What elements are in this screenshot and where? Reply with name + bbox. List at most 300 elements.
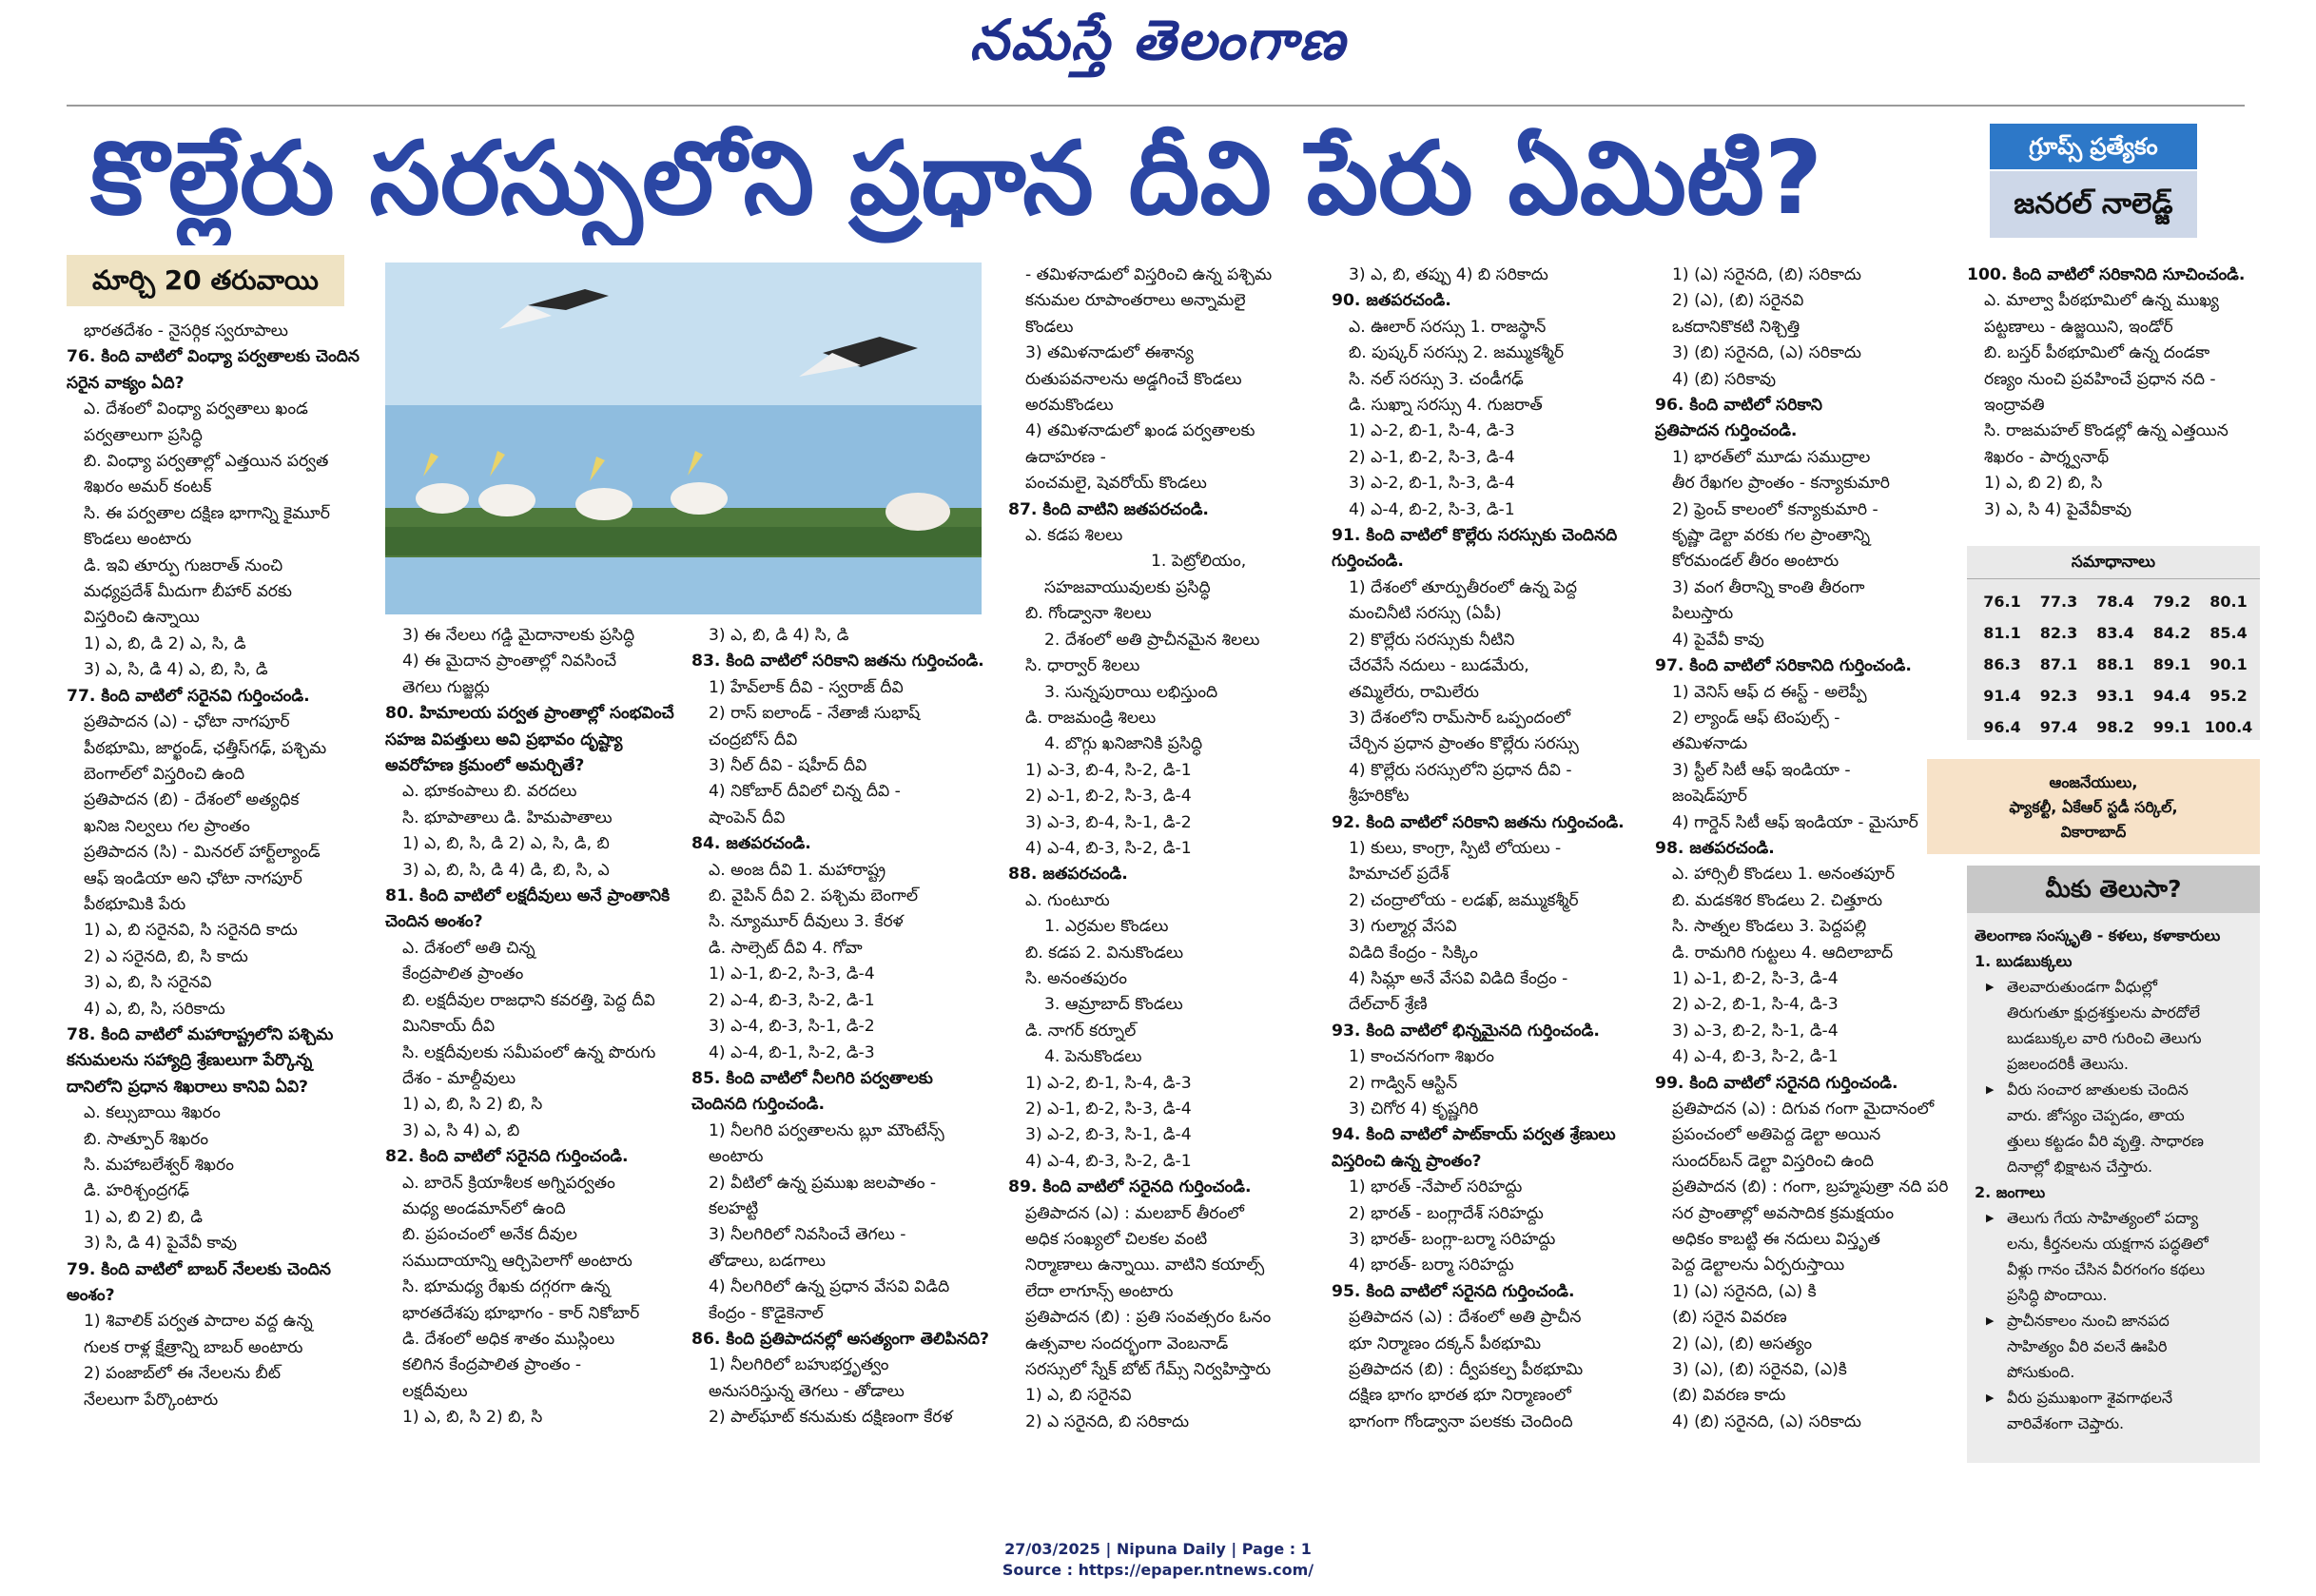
text-line: 2) (ఎ), (బి) సరైనవి	[1672, 291, 1804, 311]
know-line: వారివేశంగా చెప్తారు.	[2007, 1414, 2125, 1432]
text-line: ఆఫ్ ఇండియా అని ఛోటా నాగపూర్	[84, 868, 302, 888]
text-line: సి. అనంతపురం	[1025, 968, 1127, 988]
question-line: అవరోహణ క్రమంలో అమర్చితే?	[385, 756, 585, 776]
text-line: 2) ఎ-2, బి-1, సి-4, డి-3	[1672, 995, 1839, 1015]
text-line: సి. మహాబలేశ్వర్ శిఖరం	[84, 1156, 234, 1175]
text-line: 3) స్టీల్ సిటీ ఆఫ్ ఇండియా -	[1672, 760, 1851, 780]
text-line: 1) ఎ, బి, డి 2) ఎ, సి, డి	[84, 633, 246, 653]
text-line: పిలుస్తారు	[1672, 604, 1734, 624]
text-line: కేంద్రం - కొడైకెనాల్	[709, 1303, 824, 1323]
text-line: ఖనిజ నిల్వలు గల ప్రాంతం	[84, 816, 250, 836]
know-line: ప్రసిద్ధి పొందాయి.	[2007, 1286, 2108, 1304]
question-line: 94. కింది వాటిలో పాట్‌కాయ్ పర్వత శ్రేణులు	[1332, 1125, 1616, 1145]
text-line: 4) నికోబార్ దీవిలో చిన్న దీవి -	[709, 782, 901, 802]
text-line: 3) ఎ, బి, సి, డి 4) డి, బి, సి, ఎ	[402, 860, 610, 880]
text-line: 3) ఎ, సి 4) ఎ, బి	[402, 1120, 520, 1140]
text-line: బి. వింధ్యా పర్వతాల్లో ఎత్తయిన పర్వత	[84, 452, 329, 472]
text-line: 4) (బి) సరైనది, (ఎ) సరికాదు	[1672, 1411, 1861, 1431]
text-line: మినికాయ్ దీవి	[402, 1017, 496, 1037]
answer-value: 92.3	[2039, 687, 2078, 705]
text-line: 1. పెట్రోలియం,	[1151, 552, 1247, 572]
text-line: ఎ. కడప శిలలు	[1025, 526, 1123, 546]
text-line: లక్షదీవులు	[402, 1381, 468, 1401]
continuation-tag: మార్చి 20 తరువాయి	[67, 255, 344, 306]
text-line: డి. ఇవి తూర్పు గుజరాత్ నుంచి	[84, 555, 283, 575]
answer-value: 99.1	[2152, 718, 2191, 736]
text-line: డి. దేశంలో అధిక శాతం ముస్లింలు	[402, 1329, 615, 1349]
text-line: పర్వతాలుగా ప్రసిద్ధి	[84, 425, 203, 445]
text-line: డి. నాగర్ కర్నూల్	[1025, 1021, 1137, 1041]
text-line: 3) ఎ, బి, డి 4) సి, డి	[709, 626, 849, 645]
text-line: డి. హరిశ్చంద్రగఢ్	[84, 1181, 189, 1201]
question-line: 98. జతపరచండి.	[1655, 838, 1775, 858]
know-line: ▶ ప్రాచీనకాలం నుంచి జానపద	[1975, 1308, 2252, 1333]
text-line: కొండలు అంటారు	[84, 530, 192, 550]
text-line: (బి) సరైన వివరణ	[1672, 1308, 1787, 1328]
text-line: 2) ఫ్రెంచ్ కాలంలో కన్యాకుమారి -	[1672, 499, 1878, 519]
know-line: దినాల్లో భిక్షాటన చేస్తారు.	[2007, 1158, 2153, 1176]
text-line: 3) నీల్ దీవి - షహీద్ దీవి	[709, 756, 867, 776]
question-line: 99. కింది వాటిలో సరైనది గుర్తించండి.	[1655, 1073, 1898, 1093]
text-line: 4) ఎ-4, బి-3, సి-2, డి-1	[1672, 1047, 1839, 1067]
text-line: రణ్యం నుంచి ప్రవహించే ప్రధాన నది -	[1984, 369, 2216, 389]
text-line: 2) భారత్ - బంగ్లాదేశ్ సరిహద్దు	[1349, 1203, 1544, 1223]
text-line: సి. లక్షదీవులకు సమీపంలో ఉన్న పొరుగు	[402, 1042, 656, 1062]
question-line: 77. కింది వాటిలో సరైనవి గుర్తించండి.	[67, 686, 310, 706]
answer-value: 97.4	[2039, 718, 2078, 736]
text-line: దక్షిణ భాగం భారత భూ నిర్మాణంలో	[1349, 1386, 1571, 1406]
text-line: బి. గోండ్వానా శిలలు	[1025, 604, 1152, 624]
text-line: 1) (ఎ) సరైనది, (బి) సరికాదు	[1672, 265, 1861, 284]
text-line: 3) ఎ, సి 4) పైవేవీకావు	[1984, 499, 2132, 519]
text-line: పట్టణాలు - ఉజ్జయిని, ఇండోర్	[1984, 317, 2173, 337]
text-line: 3) ఎ-2, బి-3, సి-1, డి-4	[1025, 1125, 1192, 1145]
text-line: బి. సాత్పూర్ శిఖరం	[84, 1129, 209, 1149]
know-line: తిరుగుతూ క్షుద్రశక్తులను పారదోలే	[2007, 1003, 2200, 1022]
text-line: అరమకొండలు	[1025, 396, 1114, 416]
answers-box	[1967, 546, 2260, 740]
text-line: ఎ. కల్సుబాయి శిఖరం	[84, 1103, 221, 1123]
question-line: 82. కింది వాటిలో సరైనది గుర్తించండి.	[385, 1147, 629, 1167]
know-line: ▶ వీరు ప్రముఖంగా శైవగాథలనే	[1975, 1385, 2252, 1411]
page-footer	[0, 1539, 2316, 1581]
text-line: 1) ఎ, బి, సి 2) బి, సి	[402, 1408, 543, 1428]
birds-lake-photo	[385, 263, 982, 614]
answer-value: 78.4	[2096, 593, 2134, 611]
text-line: 2) ఎ సరైనది, బి సరికాదు	[1025, 1411, 1190, 1431]
text-line: 1) ఎ-1, బి-2, సి-3, డి-4	[1672, 968, 1839, 988]
answer-value: 82.3	[2039, 624, 2078, 642]
question-line: 92. కింది వాటిలో సరికాని జతను గుర్తించండి.	[1332, 812, 1625, 832]
text-line: బి. లక్షదీవుల రాజధాని కవరత్తి, పెద్ద దీవి	[402, 990, 655, 1010]
did-you-know-body	[1975, 923, 2252, 1436]
text-line: 4. బొగ్గు ఖనిజానికి ప్రసిద్ధి	[1044, 734, 1203, 754]
text-line: బి. పుష్కర్ సరస్సు 2. జమ్ముకశ్మీర్	[1349, 343, 1565, 363]
text-line: గులక రాళ్ల క్షేత్రాన్ని బాబర్ అంటారు	[84, 1337, 303, 1357]
answers-title: సమాధానాలు	[1967, 546, 2260, 579]
know-line: బుడబుక్కల వారి గురించి తెలుగు	[2007, 1029, 2202, 1047]
answer-value: 85.4	[2209, 624, 2248, 642]
answers-row	[1976, 680, 2254, 711]
text-line: 1) నీలగిరిలో బహుభర్తృత్వం	[709, 1355, 889, 1375]
text-column-7	[1967, 263, 2262, 529]
text-column-2	[385, 623, 680, 1441]
text-line: (బి) వివరణ కాదు	[1672, 1386, 1786, 1406]
text-line: 3) ఎ, బి, సి సరైనవి	[84, 973, 212, 993]
text-line: 3) ఎ-4, బి-3, సి-1, డి-2	[709, 1017, 875, 1037]
answer-value: 87.1	[2039, 655, 2078, 673]
answers-row	[1976, 649, 2254, 680]
text-line: ఎ. భూకంపాలు బి. వరదలు	[402, 782, 577, 802]
know-line: త్తులు కట్టడం వీరి వృత్తి. సాధారణ	[2007, 1132, 2204, 1150]
text-line: పీఠభూమికి పేరు	[84, 894, 186, 914]
text-line: 3) ఎ-3, బి-4, సి-1, డి-2	[1025, 812, 1192, 832]
text-line: సహజవాయువులకు ప్రసిద్ధి	[1044, 577, 1211, 597]
footer-source: Source : https://epaper.ntnews.com/	[1002, 1561, 1314, 1579]
answer-value: 91.4	[1983, 687, 2021, 705]
text-line: అధిక సంఖ్యలో చిలకల వంటి	[1025, 1230, 1208, 1250]
text-line: కలహట్టి	[709, 1198, 759, 1218]
answers-grid	[1976, 586, 2254, 743]
know-line: ▶ వీరు సంచార జాతులకు చెందిన	[1975, 1077, 2252, 1102]
text-line: 3) ఎ-3, బి-2, సి-1, డి-4	[1672, 1021, 1839, 1041]
text-line: 1) ఎ, బి, సి 2) బి, సి	[402, 1095, 543, 1115]
text-line: సరస్సులో స్నేక్ బోట్ గేమ్స్ నిర్వహిస్తారు	[1025, 1360, 1272, 1380]
text-line: 4) కొల్లేరు సరస్సులోని ప్రధాన దీవి -	[1349, 760, 1572, 780]
answer-value: 93.1	[2096, 687, 2134, 705]
answer-value: 98.2	[2096, 718, 2134, 736]
text-line: 1) ఎ-3, బి-4, సి-2, డి-1	[1025, 760, 1192, 780]
answer-value: 95.2	[2209, 687, 2248, 705]
text-line: బి. మడకశిర కొండలు 2. చిత్తూరు	[1672, 890, 1883, 910]
text-line: 4) ఎ-4, బి-1, సి-2, డి-3	[709, 1042, 875, 1062]
know-line: పోసుకుంది.	[2007, 1363, 2075, 1381]
text-line: 1) భారత్ -నేపాల్ సరిహద్దు	[1349, 1178, 1523, 1197]
text-line: సుందర్‌బన్ డెల్టా విస్తరించి ఉంది	[1672, 1151, 1875, 1171]
text-line: 2) రాస్ ఐలాండ్ - నేతాజీ సుభాష్	[709, 704, 921, 724]
text-line: ప్రతిపాదన (ఎ) - ఛోటా నాగపూర్	[84, 712, 290, 732]
text-line: కృష్ణా డెల్టా వరకు గల ప్రాంతాన్ని	[1672, 526, 1871, 546]
text-line: దేల్‌చార్ శ్రేణి	[1349, 995, 1428, 1015]
text-line: 2) పాల్‌ఘాట్ కనుమకు దక్షిణంగా కేరళ	[709, 1408, 953, 1428]
text-line: ఉత్సవాల సందర్భంగా వెంబనాడ్	[1025, 1333, 1229, 1353]
question-line: 96. కింది వాటిలో సరికాని	[1655, 396, 1822, 416]
question-line: 84. జతపరచండి.	[691, 834, 811, 854]
section-tag-general-knowledge: జనరల్ నాలెడ్జ్	[1990, 171, 2197, 238]
know-line: ▶ తెలుగు గేయ సాహిత్యంలో పద్యా	[1975, 1205, 2252, 1231]
text-line: అధికం కాబట్టి ఈ నదులు విస్తృత	[1672, 1230, 1880, 1250]
text-line: 4) గార్డెన్ సిటీ ఆఫ్ ఇండియా - మైసూర్	[1672, 812, 1918, 832]
text-line: డి. రాజమండ్రి శిలలు	[1025, 708, 1157, 728]
text-line: తెగలు గుజ్జర్లు	[402, 677, 490, 697]
question-line: 90. జతపరచండి.	[1332, 291, 1451, 311]
question-line: 95. కింది వాటిలో సరైనది గుర్తించండి.	[1332, 1281, 1575, 1301]
question-line: గుర్తించండి.	[1332, 552, 1404, 572]
question-line: 80. హిమాలయ పర్వత ప్రాంతాల్లో సంభవించే	[385, 704, 674, 724]
question-line: విస్తరించి ఉన్న ప్రాంతం?	[1332, 1151, 1482, 1171]
text-line: చేరవేసే నదులు - బుడమేరు,	[1349, 656, 1529, 676]
question-line: 89. కింది వాటిలో సరైనది గుర్తించండి.	[1008, 1178, 1252, 1197]
text-line: 1) నీలగిరి పర్వతాలను బ్లూ మౌంటేన్స్	[709, 1120, 944, 1140]
text-line: ఎ. గుంటూరు	[1025, 890, 1110, 910]
text-line: పెద్ద డెల్టాలను ఏర్పరుస్తాయి	[1672, 1255, 1845, 1275]
text-line: 3) ఎ, బి, తప్పు 4) బి సరికాదు	[1349, 265, 1548, 284]
text-line: 3. ఆమ్రాబాద్ కొండలు	[1044, 995, 1183, 1015]
text-line: ప్రతిపాదన (బి) : ద్వీపకల్ప పీఠభూమి	[1349, 1360, 1584, 1380]
text-line: ప్రతిపాదన (ఎ) : దేశంలో అతి ప్రాచీన	[1349, 1308, 1582, 1328]
text-line: 2) వీటిలో ఉన్న ప్రముఖ జలపాతం -	[709, 1173, 937, 1193]
text-line: తమిళనాడు	[1672, 734, 1748, 754]
text-line: సముదాయాన్ని ఆర్చిపెలాగో అంటారు	[402, 1251, 633, 1271]
text-line: షాంపెన్ దీవి	[709, 808, 786, 827]
question-line: 88. జతపరచండి.	[1008, 865, 1128, 885]
text-line: ప్రతిపాదన (ఎ) : దిగువ గంగా మైదానంలో	[1672, 1100, 1935, 1119]
answers-row	[1976, 617, 2254, 649]
author-credit	[1927, 759, 2260, 854]
text-line: 3) తమిళనాడులో ఈశాన్య	[1025, 343, 1194, 363]
text-line: 2) ఎ-4, బి-3, సి-2, డి-1	[709, 990, 875, 1010]
text-line: డి. రామగిరి గుట్టలు 4. ఆదిలాబాద్	[1672, 943, 1894, 963]
text-line: ఎ. దేశంలో అతి చిన్న	[402, 938, 535, 958]
answer-value: 90.1	[2209, 655, 2248, 673]
text-line: లేదా లాగూన్స్ అంటారు	[1025, 1281, 1174, 1301]
text-line: 1) (ఎ) సరైనది, (ఎ) కి	[1672, 1281, 1817, 1301]
text-line: 1) ఎ, బి, సి, డి 2) ఎ, సి, డి, బి	[402, 834, 610, 854]
text-line: విస్తరించి ఉన్నాయి	[84, 608, 200, 628]
text-line: 2) కొల్లేరు సరస్సుకు నీటిని	[1349, 630, 1515, 650]
text-line: ప్రతిపాదన (సి) - మినరల్ హార్ట్‌ల్యాండ్	[84, 843, 321, 863]
know-heading: 1. బుడబుక్కలు	[1975, 952, 2073, 970]
text-line: - తమిళనాడులో విస్తరించి ఉన్న పశ్చిమ	[1025, 265, 1273, 284]
text-line: ఎ. బారెన్ క్రియాశీలక అగ్నిపర్వతం	[402, 1173, 615, 1193]
text-line: 1) కాంచనగంగా శిఖరం	[1349, 1047, 1495, 1067]
text-line: 4) ఎ-4, బి-3, సి-2, డి-1	[1025, 838, 1192, 858]
question-line: 83. కింది వాటిలో సరికాని జతను గుర్తించండి.	[691, 652, 984, 671]
did-you-know-title: మీకు తెలుసా?	[1967, 866, 2260, 913]
answer-value: 96.4	[1983, 718, 2021, 736]
text-line: మధ్య అండమాన్‌లో ఉంది	[402, 1198, 566, 1218]
text-line: బి. ప్రపంచంలో అనేక దీవుల	[402, 1225, 577, 1245]
text-line: 1) దేశంలో తూర్పుతీరంలో ఉన్న పెద్ద	[1349, 577, 1577, 597]
text-line: 3) గుల్మార్గ వేసవి	[1349, 917, 1457, 937]
text-line: 1) ఎ-1, బి-2, సి-3, డి-4	[709, 964, 875, 984]
question-line: 97. కింది వాటిలో సరికానిది గుర్తించండి.	[1655, 656, 1912, 676]
text-line: భూ నిర్మాణం దక్కన్ పీఠభూమి	[1349, 1333, 1542, 1353]
text-line: 4) నీలగిరిలో ఉన్న ప్రధాన వేసవి విడిది	[709, 1277, 950, 1297]
question-line: కనుమలను సహ్యాద్రి శ్రేణులుగా పేర్కొన్న	[67, 1051, 313, 1071]
text-line: పీఠభూమి, జార్ఖండ్, ఛత్తీస్‌గఢ్, పశ్చిమ	[84, 738, 327, 758]
text-line: ప్రపంచంలో అతిపెద్ద డెల్టా అయిన	[1672, 1125, 1881, 1145]
text-line: ఎ. అంజ దీవి 1. మహారాష్ట్ర	[709, 860, 886, 880]
text-line: 1) శివాలిక్ పర్వత పాదాల వద్ద ఉన్న	[84, 1312, 313, 1332]
text-line: చేర్చిన ప్రధాన ప్రాంతం కొల్లేరు సరస్సు	[1349, 734, 1579, 754]
question-line: సరైన వాక్యం ఏది?	[67, 373, 185, 393]
text-line: 3) ఎ-2, బి-1, సి-3, డి-4	[1349, 474, 1515, 494]
text-line: 3) దేశంలోని రామ్‌సార్ ఒప్పందంలో	[1349, 708, 1571, 728]
text-line: ఎ. హార్సిలీ కొండలు 1. అనంతపూర్	[1672, 865, 1896, 885]
text-line: 2) ఎ సరైనది, బి, సి కాదు	[84, 946, 248, 966]
text-line: 4. పెనుకొండలు	[1044, 1047, 1142, 1067]
answer-value: 79.2	[2152, 593, 2191, 611]
text-line: 4) ఎ-4, బి-3, సి-2, డి-1	[1025, 1151, 1192, 1171]
know-line: ప్రజలందరికీ తెలుసు.	[2007, 1055, 2129, 1073]
text-line: ఎ. దేశంలో వింధ్యా పర్వతాలు ఖండ	[84, 399, 308, 419]
text-line: 1) భారత్‌లో మూడు సముద్రాల	[1672, 447, 1871, 467]
author-role: ఫ్యాకల్టీ, ఏకేఆర్ స్టడీ సర్కిల్,	[2009, 798, 2178, 816]
text-line: మంచినీటి సరస్సు (ఏపీ)	[1349, 604, 1502, 624]
question-line: 91. కింది వాటిలో కొల్లేరు సరస్సుకు చెందినది	[1332, 526, 1618, 546]
text-line: సి. ఈ పర్వతాల దక్షిణ భాగాన్ని కైమూర్	[84, 503, 330, 523]
answer-value: 88.1	[2096, 655, 2134, 673]
answer-value: 86.3	[1983, 655, 2021, 673]
text-line: బి. బస్తర్ పీఠభూమిలో ఉన్న దండకా	[1984, 343, 2210, 363]
know-heading: 2. జంగాలు	[1975, 1183, 2046, 1201]
masthead-logo: నమస్తే తెలంగాణ	[969, 8, 1347, 72]
text-line: 3) నీలగిరిలో నివసించే తెగలు -	[709, 1225, 906, 1245]
text-line: డి. సాల్సెట్ దీవి 4. గోవా	[709, 938, 863, 958]
question-line: చెందినది గుర్తించండి.	[691, 1095, 825, 1115]
text-line: కోరమండల్ తీరం అంటారు	[1672, 552, 1839, 572]
text-line: 2) ఎ-1, బి-2, సి-3, డి-4	[1025, 787, 1192, 807]
text-column-1	[67, 319, 371, 1441]
text-line: ప్రతిపాదన (బి) - దేశంలో అత్యధిక	[84, 790, 300, 810]
text-line: 2) ఎ-1, బి-2, సి-3, డి-4	[1025, 1100, 1192, 1119]
question-line: 79. కింది వాటిలో బాబర్ నేలలకు చెందిన	[67, 1259, 331, 1279]
footer-edition: 27/03/2025 | Nipuna Daily | Page : 1	[1004, 1540, 1312, 1558]
text-line: కలిగిన కేంద్రపాలిత ప్రాంతం -	[402, 1355, 582, 1375]
text-line: 2) ల్యాండ్ ఆఫ్ టెంపుల్స్ -	[1672, 708, 1840, 728]
question-line: 86. కింది ప్రతిపాదనల్లో అసత్యంగా తెలిపినది?	[691, 1329, 989, 1349]
text-line: విడిది కేంద్రం - సిక్కిం	[1349, 943, 1478, 963]
answer-value: 80.1	[2209, 593, 2248, 611]
know-line: ▶ తెలవారుతుండగా వీధుల్లో	[1975, 974, 2252, 1000]
text-line: ప్రతిపాదన (బి) : ప్రతి సంవత్సరం ఓనం	[1025, 1308, 1272, 1328]
text-line: సి. నల్ సరస్సు 3. చండీగఢ్	[1349, 369, 1524, 389]
answers-row	[1976, 711, 2254, 743]
know-heading: తెలంగాణ సంస్కృతి - కళలు, కళాకారులు	[1975, 926, 2221, 944]
text-line: అంటారు	[709, 1147, 764, 1167]
text-line: 1) కులు, కాంగ్రా, స్పిటి లోయలు -	[1349, 838, 1562, 858]
text-line: 1) వెనిస్ ఆఫ్ ద ఈస్ట్ - అలెప్పీ	[1672, 682, 1867, 702]
text-line: ప్రతిపాదన (బి) : గంగా, బ్రహ్మపుత్రా నది పరి	[1672, 1178, 1949, 1197]
text-line: 4) ఈ మైదాన ప్రాంతాల్లో నివసించే	[402, 652, 617, 671]
text-line: 3. సున్నపురాయి లభిస్తుంది	[1044, 682, 1218, 702]
question-line: అంశం?	[67, 1286, 115, 1306]
answers-row	[1976, 586, 2254, 617]
text-line: 4) పైవేవీ కావు	[1672, 630, 1764, 650]
text-line: 2. దేశంలో అతి ప్రాచీనమైన శిలలు	[1044, 630, 1260, 650]
question-line: దానిలోని ప్రధాన శిఖరాలు కానివి ఏవి?	[67, 1077, 309, 1097]
text-line: 4) సిమ్లా అనే వేసవి విడిది కేంద్రం -	[1349, 968, 1568, 988]
text-line: పంచమలై, షెవరోయ్ కొండలు	[1025, 474, 1207, 494]
text-line: 1) ఎ-2, బి-1, సి-4, డి-3	[1025, 1073, 1192, 1093]
text-line: కనుమల రూపాంతరాలు అన్నామలై	[1025, 291, 1246, 311]
text-line: 4) (బి) సరికావు	[1672, 369, 1777, 389]
know-line: వారు. జోస్యం చెప్పడం, తాయ	[2007, 1106, 2185, 1124]
text-line: 1) ఎ, బి సరైనవి	[1025, 1386, 1132, 1406]
text-line: 1) ఎ, బి సరైనవి, సి సరైనది కాదు	[84, 921, 298, 941]
text-line: శిఖరం - పార్శ్వనాథ్	[1984, 447, 2110, 467]
question-line: 81. కింది వాటిలో లక్షదీవులు అనే ప్రాంతానికి	[385, 886, 671, 906]
text-line: ఒకదానికొకటి నిశ్చిత్తి	[1672, 317, 1800, 337]
text-line: సి. రాజమహల్ కొండల్లో ఉన్న ఎత్తయిన	[1984, 421, 2228, 441]
text-line: బి. కడప 2. వినుకొండలు	[1025, 943, 1184, 963]
text-line: 2) గాడ్విన్ ఆస్టిన్	[1349, 1073, 1458, 1093]
author-name: ఆంజనేయులు,	[2049, 773, 2138, 791]
text-line: 4) ఎ-4, బి-2, సి-3, డి-1	[1349, 499, 1515, 519]
know-line: వీళ్లు గానం చేసిన వీరగంగం కథలు	[2007, 1260, 2206, 1278]
text-line: 3) (బి) సరైనది, (ఎ) సరికాదు	[1672, 343, 1861, 363]
text-line: 3) సి, డి 4) పైవేవీ కావు	[84, 1234, 238, 1254]
text-line: ఇంద్రావతి	[1984, 396, 2045, 416]
text-line: అనుసరిస్తున్న తెగలు - తోడాలు	[709, 1381, 905, 1401]
photo-illustration	[385, 263, 982, 614]
text-line: 3) చిగోర 4) కృష్ణగిరి	[1349, 1100, 1479, 1119]
text-line: 2) (ఎ), (బి) అసత్యం	[1672, 1333, 1813, 1353]
text-line: 1) ఎ, బి 2) బి, సి	[1984, 474, 2103, 494]
text-line: బెంగాల్‌లో విస్తరించి ఉంది	[84, 764, 245, 784]
text-line: 2) ఎ-1, బి-2, సి-3, డి-4	[1349, 447, 1515, 467]
text-line: 4) భారత్- బర్మా సరిహద్దు	[1349, 1255, 1514, 1275]
text-line: చంద్రబోస్ దీవి	[709, 730, 798, 749]
text-line: సి. భూమధ్య రేఖకు దగ్గరగా ఉన్న	[402, 1277, 611, 1297]
text-line: తీర రేఖగల ప్రాంతం - కన్యాకుమారి	[1672, 474, 1890, 494]
text-line: ఎ. మాల్వా పీఠభూమిలో ఉన్న ముఖ్య	[1984, 291, 2219, 311]
answer-value: 94.4	[2152, 687, 2191, 705]
answer-value: 84.2	[2152, 624, 2191, 642]
text-line: సి. న్యూమూర్ దీవులు 3. కేరళ	[709, 912, 904, 932]
question-line: 100. కింది వాటిలో సరికానిది సూచించండి.	[1967, 265, 2246, 284]
text-line: 3) ఎ, సి, డి 4) ఎ, బి, సి, డి	[84, 660, 268, 680]
text-line: 1. ఎర్రమల కొండలు	[1044, 917, 1169, 937]
text-line: ప్రతిపాదన (ఎ) : మలబార్ తీరంలో	[1025, 1203, 1244, 1223]
text-line: బి. వైపిన్ దీవి 2. పశ్చిమ బెంగాల్	[709, 886, 919, 906]
answer-value: 89.1	[2152, 655, 2191, 673]
text-line: కొండలు	[1025, 317, 1074, 337]
text-line: రుతుపవనాలను అడ్డగించే కొండలు	[1025, 369, 1242, 389]
text-line: సి. సాత్నల కొండలు 3. పెద్దపల్లి	[1672, 917, 1867, 937]
question-line: 85. కింది వాటిలో నీలగిరి పర్వతాలకు	[691, 1068, 933, 1088]
know-line: లను, కీర్తనలను యక్షగాన పద్ధతిలో	[2007, 1235, 2209, 1253]
question-line: 93. కింది వాటిలో భిన్నమైనది గుర్తించండి.	[1332, 1021, 1600, 1041]
text-line: సి. ధార్వార్ శిలలు	[1025, 656, 1140, 676]
text-line: నేలలుగా పేర్కొంటారు	[84, 1390, 219, 1410]
know-line: సాహిత్యం వీరి వలనే ఊపిరి	[2007, 1337, 2168, 1355]
text-line: జంషెడ్‌పూర్	[1672, 787, 1747, 807]
text-column-3	[691, 623, 996, 1441]
text-line: నిర్మాణాలు ఉన్నాయి. వాటిని కయాల్స్	[1025, 1255, 1265, 1275]
text-line: 4) తమిళనాడులో ఖండ పర్వతాలకు	[1025, 421, 1255, 441]
text-line: మధ్యప్రదేశ్ మీదుగా బీహార్ వరకు	[84, 582, 292, 602]
text-line: దేశం - మాల్దీవులు	[402, 1068, 516, 1088]
text-line: ఎ. ఊలార్ సరస్సు 1. రాజస్థాన్	[1349, 317, 1547, 337]
text-line: భారతదేశపు భూభాగం - కార్ నికోబార్	[402, 1303, 640, 1323]
text-line: 4) ఎ, బి, సి, సరికాదు	[84, 999, 225, 1019]
text-line: 1) హేవ్‌లాక్ దీవి - స్వరాజ్ దీవి	[709, 677, 904, 697]
text-line: తోడాలు, బడగాలు	[709, 1251, 826, 1271]
question-line: ప్రతిపాదన గుర్తించండి.	[1655, 421, 1798, 441]
text-line: 3) (ఎ), (బి) సరైనవి, (ఎ)కి	[1672, 1360, 1847, 1380]
answer-value: 83.4	[2096, 624, 2134, 642]
text-line: శిఖరం అమర్ కంటక్	[84, 477, 212, 497]
page-headline: కొల్లేరు సరస్సులోని ప్రధాన దీవి పేరు ఏమిటి?	[90, 120, 1823, 237]
answer-value: 81.1	[1983, 624, 2021, 642]
answer-value: 76.1	[1983, 593, 2021, 611]
text-column-4	[1008, 263, 1317, 1442]
text-line: హిమాచల్ ప్రదేశ్	[1349, 865, 1450, 885]
answer-value: 100.4	[2204, 718, 2253, 736]
author-place: వికారాబాద్	[2060, 823, 2127, 841]
